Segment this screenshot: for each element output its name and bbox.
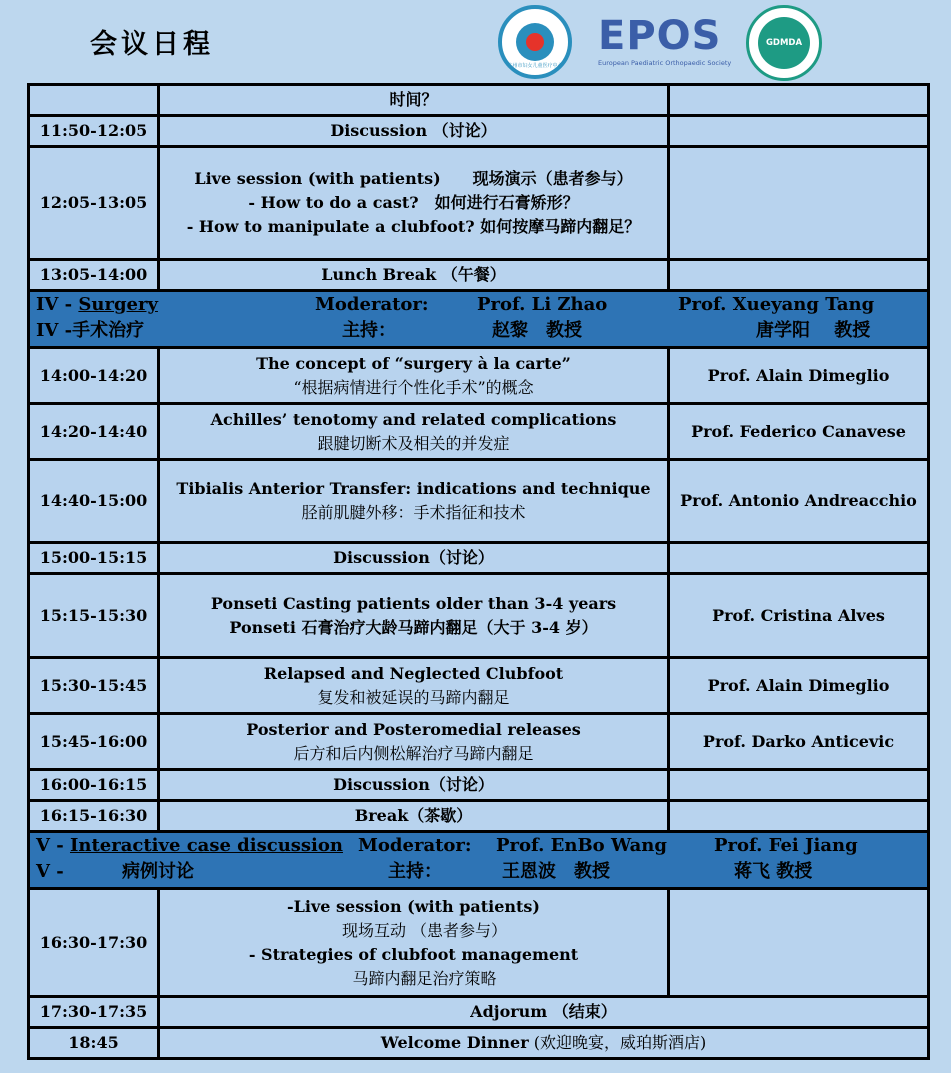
section-header-surgery: [29, 291, 929, 348]
time-cell: 16:00-16:15: [29, 770, 159, 801]
moderator-2-zh: 唐学阳 教授: [756, 320, 871, 341]
topic-zh: (欢迎晚宴，威珀斯酒店): [533, 1033, 707, 1052]
topic-cell: [159, 889, 669, 997]
topic-zh: 复发和被延误的马蹄内翻足: [317, 687, 510, 707]
topic-en: Welcome Dinner: [380, 1033, 529, 1052]
topic-line: - How to do a cast? 如何进行石膏矫形？: [248, 193, 579, 212]
hospital-logo: [498, 5, 572, 79]
topic-en: Relapsed and Neglected Clubfoot: [263, 663, 564, 683]
time-cell: 15:45-16:00: [29, 714, 159, 770]
moderator-label-en: Moderator:: [315, 294, 429, 315]
speaker-cell: [669, 889, 929, 997]
schedule-table: [27, 83, 930, 1060]
topic-cell: Lunch Break （午餐）: [159, 260, 669, 291]
moderator-1-en: Prof. EnBo Wang: [496, 835, 667, 856]
topic-cell: [159, 348, 669, 404]
table-row: [29, 658, 929, 714]
topic-en: Achilles’ tenotomy and related complications: [210, 409, 617, 429]
section-title-zh: IV -手术治疗: [36, 320, 145, 341]
speaker-cell: Prof. Alain Dimeglio: [669, 348, 929, 404]
topic-line: - How to manipulate a clubfoot? 如何按摩马蹄内翻足？: [186, 217, 641, 236]
epos-logo: EPOS: [598, 13, 722, 59]
speaker-cell: Prof. Federico Canavese: [669, 404, 929, 460]
topic-line: 现场互动 （患者参与）: [341, 920, 508, 940]
topic-cell: [159, 147, 669, 260]
time-cell: 14:40-15:00: [29, 460, 159, 543]
table-row: [29, 997, 929, 1028]
moderator-label-zh: 主持：: [342, 320, 396, 341]
topic-cell: Discussion （讨论）: [159, 116, 669, 147]
topic-cell: [159, 714, 669, 770]
section-title-en: IV - Surgery: [36, 294, 158, 315]
speaker-cell: Prof. Alain Dimeglio: [669, 658, 929, 714]
topic-zh: Ponseti 石膏治疗大龄马蹄内翻足（大于 3-4 岁）: [229, 617, 598, 637]
table-row: [29, 1028, 929, 1059]
section-title-en: V - Interactive case discussion: [36, 835, 343, 856]
section-header-case-discussion: [29, 832, 929, 889]
time-cell: 15:30-15:45: [29, 658, 159, 714]
topic-cell: [159, 404, 669, 460]
speaker-cell: [669, 147, 929, 260]
time-cell: 15:15-15:30: [29, 574, 159, 658]
speaker-cell: [669, 543, 929, 574]
table-row: [29, 574, 929, 658]
topic-cell: [159, 658, 669, 714]
gdmda-logo-text: GDMDA: [765, 38, 803, 48]
speaker-cell: Prof. Antonio Andreacchio: [669, 460, 929, 543]
topic-cell: Adjorum （结束）: [159, 997, 929, 1028]
moderator-2-zh: 蒋飞 教授: [734, 861, 813, 882]
topic-en: The concept of “surgery à la carte”: [256, 353, 571, 373]
logo-group: [498, 3, 828, 79]
moderator-1-zh: 赵黎 教授: [492, 320, 582, 341]
topic-cell: Break（茶歇）: [159, 801, 669, 832]
table-row: [29, 85, 929, 116]
topic-cell: [159, 1028, 929, 1059]
topic-cell: 时间？: [159, 85, 669, 116]
time-cell: [29, 85, 159, 116]
time-cell: 14:20-14:40: [29, 404, 159, 460]
moderator-1-zh: 王恩波 教授: [502, 861, 610, 882]
time-cell: 16:15-16:30: [29, 801, 159, 832]
table-row: [29, 404, 929, 460]
topic-zh: 后方和后内侧松解治疗马蹄内翻足: [293, 743, 534, 763]
time-cell: 12:05-13:05: [29, 147, 159, 260]
speaker-cell: [669, 116, 929, 147]
speaker-cell: Prof. Darko Anticevic: [669, 714, 929, 770]
speaker-cell: [669, 85, 929, 116]
topic-line: 马蹄内翻足治疗策略: [352, 968, 497, 988]
topic-en: Ponseti Casting patients older than 3-4 years: [210, 593, 617, 613]
time-cell: 11:50-12:05: [29, 116, 159, 147]
moderator-2-en: Prof. Fei Jiang: [714, 835, 858, 856]
time-cell: 14:00-14:20: [29, 348, 159, 404]
topic-zh: 跟腱切断术及相关的并发症: [317, 433, 510, 453]
epos-subtitle: European Paediatric Orthopaedic Society: [598, 59, 732, 67]
topic-line: -Live session (with patients): [287, 896, 540, 916]
topic-en: Tibialis Anterior Transfer: indications and technique: [176, 479, 651, 498]
table-row: [29, 460, 929, 543]
topic-cell: [159, 574, 669, 658]
moderator-label-zh: 主持：: [388, 861, 442, 882]
speaker-cell: Prof. Cristina Alves: [669, 574, 929, 658]
time-cell: 15:00-15:15: [29, 543, 159, 574]
table-row: [29, 348, 929, 404]
table-row: [29, 260, 929, 291]
moderator-1-en: Prof. Li Zhao: [477, 294, 608, 315]
table-row: [29, 801, 929, 832]
table-row: [29, 543, 929, 574]
section-prefix-zh: V -: [36, 861, 64, 882]
topic-en: Posterior and Posteromedial releases: [246, 719, 581, 739]
topic-line: Live session (with patients) 现场演示（患者参与）: [194, 169, 633, 188]
speaker-cell: [669, 801, 929, 832]
hospital-logo-text: 广州市妇女儿童医疗中心: [507, 63, 563, 69]
gdmda-logo: [746, 5, 822, 81]
topic-cell: [159, 460, 669, 543]
time-cell: 16:30-17:30: [29, 889, 159, 997]
speaker-cell: [669, 260, 929, 291]
topic-zh: 胫前肌腱外移：手术指征和技术: [301, 503, 526, 522]
topic-zh: “根据病情进行个性化手术”的概念: [293, 377, 534, 397]
topic-cell: Discussion（讨论）: [159, 770, 669, 801]
topic-cell: Discussion（讨论）: [159, 543, 669, 574]
section-title-zh: 病例讨论: [122, 861, 194, 882]
page-title: 会议日程: [90, 29, 214, 60]
time-cell: 17:30-17:35: [29, 997, 159, 1028]
table-row: [29, 147, 929, 260]
table-row: [29, 714, 929, 770]
speaker-cell: [669, 770, 929, 801]
topic-line: - Strategies of clubfoot management: [248, 944, 579, 964]
table-row: [29, 770, 929, 801]
moderator-2-en: Prof. Xueyang Tang: [678, 294, 875, 315]
time-cell: 18:45: [29, 1028, 159, 1059]
time-cell: 13:05-14:00: [29, 260, 159, 291]
moderator-label-en: Moderator:: [358, 835, 472, 856]
table-row: [29, 116, 929, 147]
table-row: [29, 889, 929, 997]
